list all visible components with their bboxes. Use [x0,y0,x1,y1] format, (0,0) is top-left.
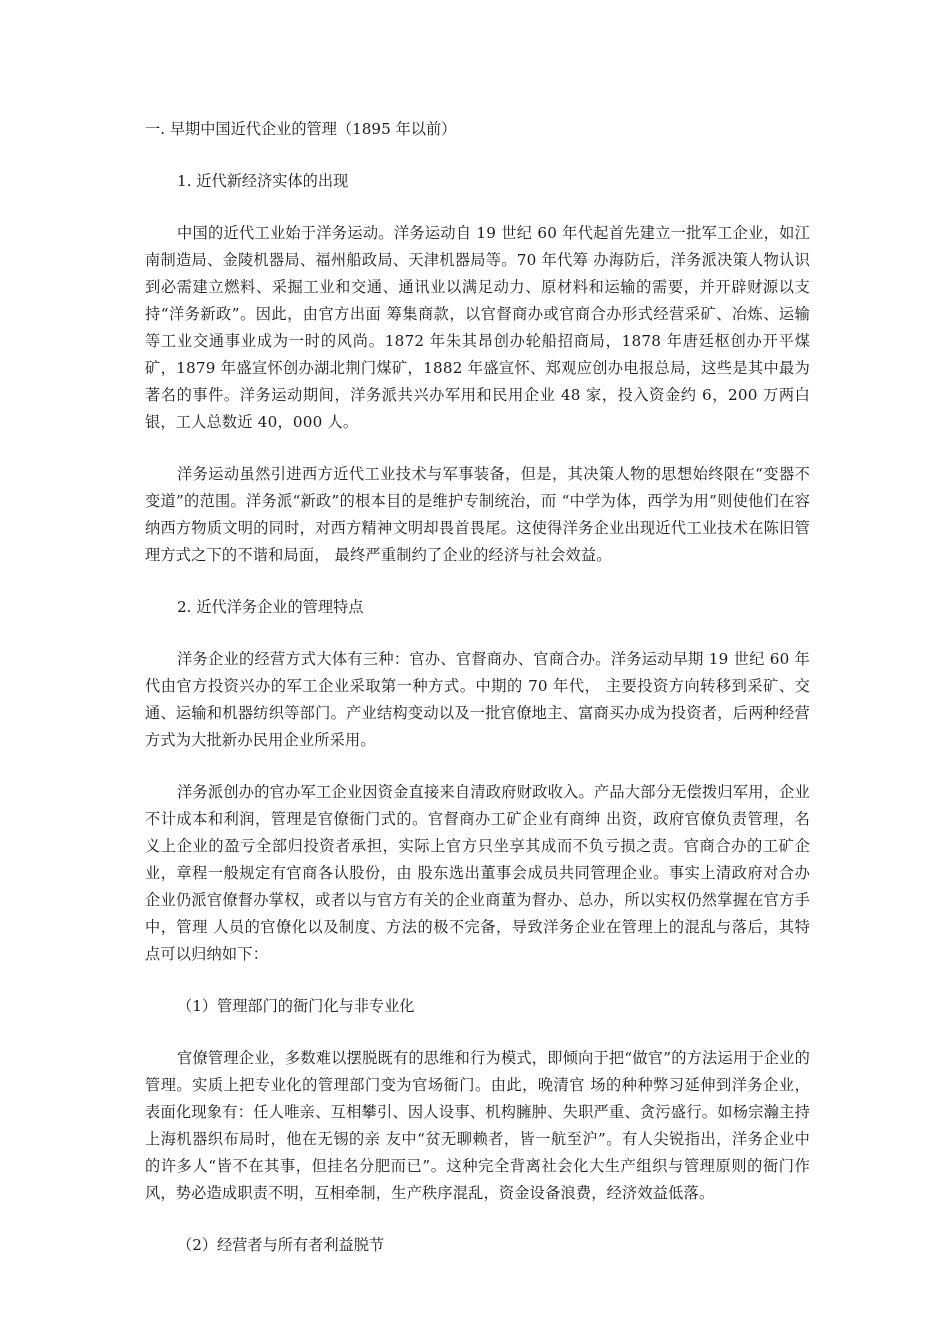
paragraph-3: 洋务企业的经营方式大体有三种：官办、官督商办、官商合办。洋务运动早期 19 世纪 60 年代由官方投资兴办的军工企业采取第一种方式。中期的 70 年代， 主要投资方向转移到采矿、交通、运输和机器纺织等部门。产业结构变动以及一批官僚地主、富商买办成为投资者，后两种经营方式为大批新办民用企业所采用。 [145,650,810,749]
subsection-title-2: 2. 近代洋务企业的管理特点 [177,598,364,616]
point-title-1: （1）管理部门的衙门化与非专业化 [177,997,415,1015]
paragraph-5: 官僚管理企业，多数难以摆脱既有的思维和行为模式，即倾向于把“做官”的方法运用于企业的管理。实质上把专业化的管理部门变为官场衙门。由此，晚清官 场的种种弊习延伸到洋务企业，表面化现象有：任人唯亲、互相攀引、因人设事、机构臃肿、失职严重、贪污盛行。如杨宗瀚主持上海机器织布局时，他在无锡的亲 友中“贫无聊赖者，皆一航至沪”。有人尖锐指出，洋务企业中的许多人“皆不在其事，但挂名分肥而已”。这种完全背离社会化大生产组织与管理原则的衙门作 风，势必造成职责不明，互相牵制，生产秩序混乱，资金设备浪费，经济效益低落。 [145,1049,810,1202]
paragraph-1: 中国的近代工业始于洋务运动。洋务运动自 19 世纪 60 年代起首先建立一批军工企业，如江南制造局、金陵机器局、福州船政局、天津机器局等。70 年代筹 办海防后，洋务派决策人物认识到必需建立燃料、采掘工业和交通、通讯业以满足动力、原材料和运输的需要，并开辟财源以支持“洋务新政”。因此，由官方出面 筹集商款，以官督商办或官商合办形式经营采矿、冶炼、运输等工业交通事业成为一时的风尚。1872 年朱其昂创办轮船招商局，1878 年唐廷枢创办开平煤 矿，1879 年盛宣怀创办湖北荆门煤矿，1882 年盛宣怀、郑观应创办电报总局，这些是其中最为著名的事件。洋务运动期间，洋务派共兴办军用和民用企业 48 家，投入资金约 6，200 万两白银，工人总数近 40，000 人。 [145,224,810,431]
paragraph-4: 洋务派创办的官办军工企业因资金直接来自清政府财政收入。产品大部分无偿拨归军用，企业不计成本和利润，管理是官僚衙门式的。官督商办工矿企业有商绅 出资，政府官僚负责管理，名义上企业的盈亏全部归投资者承担，实际上官方只坐享其成而不负亏损之责。官商合办的工矿企业，章程一般规定有官商各认股份，由 股东选出董事会成员共同管理企业。事实上清政府对合办企业仍派官僚督办掌权，或者以与官方有关的企业商董为督办、总办，所以实权仍然掌握在官方手中，管理 人员的官僚化以及制度、方法的极不完备，导致洋务企业在管理上的混乱与落后，其特点可以归纳如下： [145,783,810,963]
point-title-2: （2）经营者与所有者利益脱节 [177,1236,385,1254]
subsection-title-1: 1. 近代新经济实体的出现 [177,172,349,190]
document-body [145,116,810,1284]
section-title: 一. 早期中国近代企业的管理（1895 年以前） [145,120,457,138]
paragraph-2: 洋务运动虽然引进西方近代工业技术与军事装备，但是，其决策人物的思想始终限在“变器不变道”的范围。洋务派“新政”的根本目的是维护专制统治，而 “中学为体，西学为用”则使他们在容纳西方物质文明的同时，对西方精神文明却畏首畏尾。这使得洋务企业出现近代工业技术在陈旧管理方式之下的不谐和局面， 最终严重制约了企业的经济与社会效益。 [145,465,810,564]
